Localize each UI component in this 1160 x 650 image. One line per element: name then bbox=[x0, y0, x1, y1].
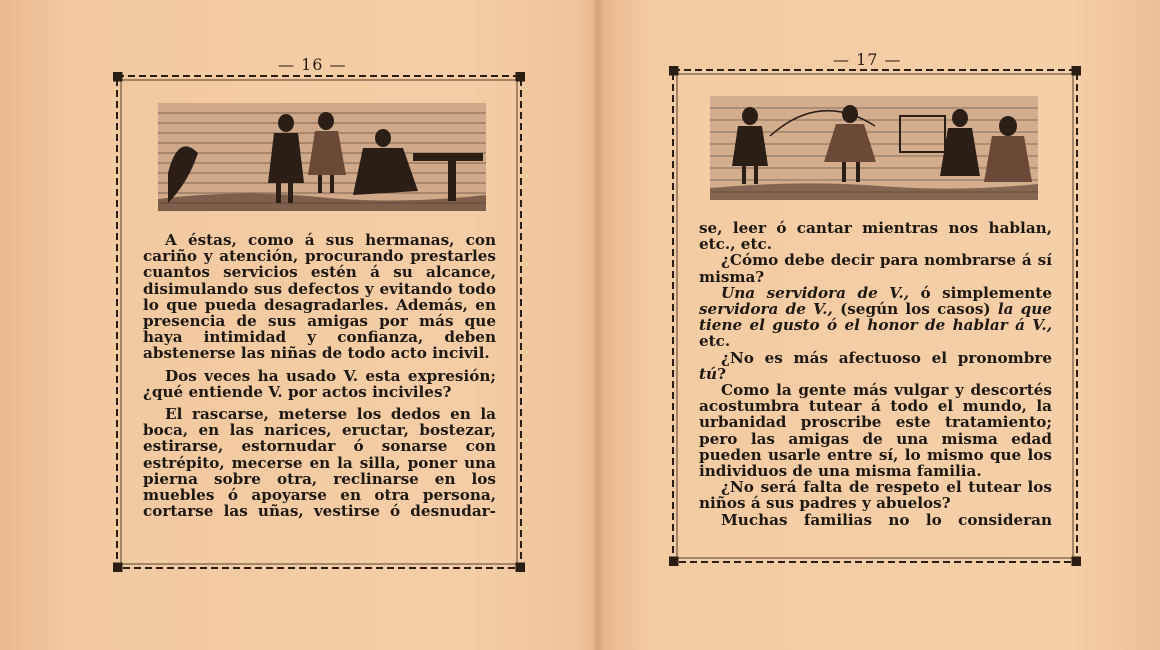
right-paragraph-7: Muchas familias no lo consideran bbox=[721, 510, 1052, 529]
right-p4-italic: tú bbox=[699, 364, 718, 383]
right-paragraph-5: Como la gente más vulgar y descortés acostumbra tutear á todo el mundo, la urbanidad proscribe este tratamiento; pero las amigas de una misma edad pueden usarle entre sí, lo mismo que los individuos de una misma familia. bbox=[699, 381, 1052, 481]
left-paragraph-3: El rascarse, meterse los dedos en la boca, en las narices, eructar, bostezar, estirarse, estornudar ó sonarse con estrépito, mecerse en la silla, poner una pierna sobre otra, reclinarse en los muebles ó apoyarse en otra persona, cortarse las uñas, vestirse ó desnudar- bbox=[143, 405, 496, 521]
right-paragraph-1: se, leer ó cantar mientras nos hablan, etc., etc. bbox=[699, 219, 1052, 254]
right-paragraph-6: ¿No será falta de respeto el tutear los niños á sus padres y abuelos? bbox=[699, 478, 1052, 513]
left-paragraph-1: A éstas, como á sus hermanas, con cariño y atención, procurando prestarles cuantos servicios estén á su alcance, disimulando sus defectos y evitando todo lo que pueda desagradarles. Además, en presencia de sus amigas por más que haya intimidad y confianza, deben abstenerse las niñas de todo acto incivil. bbox=[143, 231, 496, 363]
right-p3-italic-1: Una servidora de V., bbox=[721, 283, 909, 302]
right-paragraph-4 bbox=[699, 350, 1052, 382]
left-paragraph-2: Dos veces ha usado V. esta expresión; ¿qué entiende V. por actos inciviles? bbox=[143, 366, 496, 401]
left-page-number: — 16 — bbox=[278, 55, 347, 74]
right-p3-text-2: (según los casos) bbox=[832, 300, 998, 319]
right-page-text bbox=[699, 220, 1052, 528]
left-page-text bbox=[143, 232, 496, 519]
right-p3-italic-2: servidora de V., bbox=[699, 300, 833, 319]
right-page-number: — 17 — bbox=[833, 50, 902, 69]
right-p3-text-1: ó simplemente bbox=[908, 283, 1052, 302]
right-p4-text: ¿No es más afectuoso el pronombre bbox=[721, 348, 1052, 367]
right-page bbox=[598, 0, 1160, 650]
right-p3-text-3: etc. bbox=[699, 332, 731, 351]
right-paragraph-3 bbox=[699, 285, 1052, 350]
right-paragraph-2: ¿Cómo debe decir para nombrarse á sí misma? bbox=[699, 251, 1052, 286]
right-engraving-illustration bbox=[710, 96, 1038, 200]
left-engraving-illustration bbox=[158, 103, 486, 211]
right-p4-text-end: ? bbox=[717, 364, 726, 383]
right-p3-italic-3: la que tiene el gusto ó el honor de hablar á V., bbox=[699, 300, 1052, 335]
